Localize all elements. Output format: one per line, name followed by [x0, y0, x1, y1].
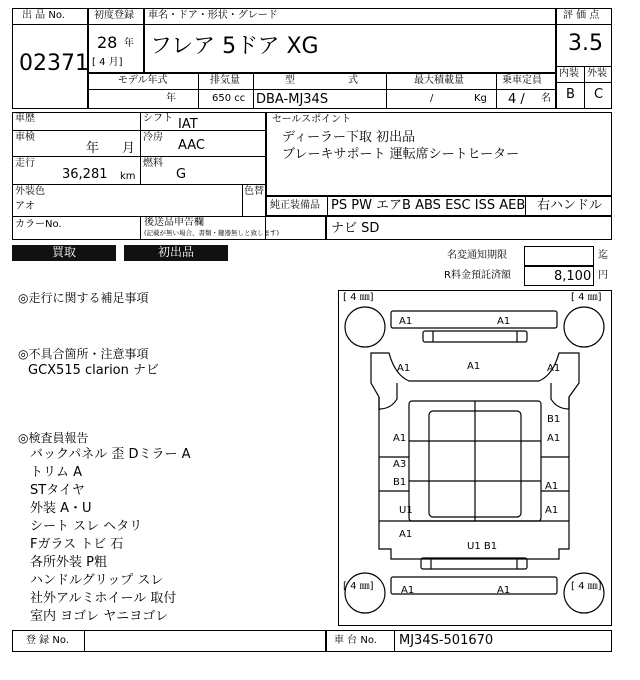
- declaration-note: (記載が無い場合、書類・鍵器無しと致します): [144, 229, 280, 237]
- tire-depth-label: [ 4 ㎜]: [571, 292, 602, 303]
- displacement: 650 cc: [212, 93, 246, 104]
- sales-point-1: ディーラー下取 初出品: [282, 130, 416, 145]
- chassis-number: MJ34S-501670: [399, 633, 494, 648]
- mileage-value: 36,281: [62, 167, 108, 182]
- wheel-icon: [564, 307, 604, 347]
- inspector-item: ハンドルグリップ スレ: [30, 573, 164, 588]
- recycle-amount: 8,100: [554, 269, 592, 284]
- chassis-number-label: 車 台 No.: [334, 635, 377, 646]
- history-label: 車歴: [15, 113, 35, 124]
- wheel-icon: [345, 307, 385, 347]
- displacement-label: 排気量: [210, 75, 240, 86]
- color-change-label: 色替: [244, 186, 264, 197]
- tire-depth-label: [ 4 ㎜]: [343, 292, 374, 303]
- damage-mark: A1: [393, 433, 407, 444]
- capacity: 4 /: [508, 92, 525, 107]
- inspector-title: ◎検査員報告: [18, 431, 89, 445]
- inspector-item: 室内 ヨゴレ ヤニヨゴレ: [30, 609, 169, 624]
- type-label: 型: [285, 75, 295, 86]
- exterior-color-label: 外装色: [15, 186, 45, 197]
- inspector-item: シート スレ ヘタリ: [30, 519, 143, 534]
- tire-depth-label: [ 4 ㎜]: [343, 581, 374, 592]
- capacity-unit: 名: [541, 93, 551, 104]
- defects-title: ◎不具合箇所・注意事項: [18, 347, 149, 361]
- lot-number-label: 出 品 No.: [22, 10, 65, 21]
- damage-mark: A1: [545, 481, 559, 492]
- defect-item: GCX515 clarion ナビ: [28, 363, 160, 378]
- type-label-2: 式: [348, 75, 358, 86]
- sales-point-2: ブレーキサポート 運転席シートヒーター: [282, 147, 520, 162]
- mileage-label: 走行: [15, 158, 35, 169]
- exterior-grade: C: [594, 87, 604, 102]
- name-change-unit: 迄: [598, 250, 608, 261]
- damage-mark: U1 B1: [467, 541, 498, 552]
- registration-number-label: 登 録 No.: [26, 635, 69, 646]
- model-year-unit: 年: [166, 93, 176, 104]
- car-diagram: [339, 291, 611, 625]
- inspection-year-unit: 年: [86, 141, 100, 156]
- inspector-item: 社外アルミホイール 取付: [30, 591, 177, 606]
- wheel-icon: [345, 573, 385, 613]
- damage-mark: U1: [399, 505, 413, 516]
- overall-score: 3.5: [568, 31, 603, 56]
- buy-badge: 買取: [12, 245, 116, 261]
- damage-mark: B1: [547, 414, 561, 425]
- sales-point-label: セールスポイント: [272, 114, 352, 125]
- fuel-label: 燃料: [143, 158, 163, 169]
- inspection-month-unit: 月: [122, 141, 136, 156]
- ac-label: 冷房: [143, 132, 163, 143]
- damage-mark: A1: [545, 505, 559, 516]
- handle-position: 右ハンドル: [537, 198, 603, 213]
- car-name: フレア 5ドア XG: [150, 34, 319, 59]
- mileage-unit: km: [120, 171, 136, 182]
- damage-mark: A1: [467, 361, 481, 372]
- damage-mark: B1: [393, 477, 407, 488]
- damage-mark: A1: [399, 529, 413, 540]
- color-number-label: カラーNo.: [15, 219, 62, 230]
- inspector-item: 外装 A・U: [30, 501, 92, 516]
- shift-value: IAT: [178, 117, 198, 132]
- inspector-item: Fガラス トビ 石: [30, 537, 124, 552]
- ac-value: AAC: [178, 138, 205, 153]
- score-label: 評 価 点: [563, 10, 600, 21]
- inspector-item: バックパネル 歪 Dミラー A: [30, 447, 191, 462]
- damage-mark: A1: [397, 363, 411, 374]
- damage-mark: A1: [497, 316, 511, 327]
- first-registration-year-unit: 年: [124, 38, 134, 49]
- inspector-item: トリム A: [30, 465, 83, 480]
- lot-number: 02371: [19, 51, 89, 76]
- fuel-value: G: [176, 167, 187, 182]
- exterior-color-value: アオ: [15, 201, 35, 212]
- capacity-label: 乗車定員: [502, 75, 542, 86]
- inspection-label: 車検: [15, 132, 35, 143]
- model-year-label: モデル年式: [118, 75, 168, 86]
- damage-mark: A1: [547, 363, 561, 374]
- damage-mark: A1: [399, 316, 413, 327]
- recycle-unit: 円: [598, 270, 608, 281]
- damage-mark: A3: [393, 459, 407, 470]
- name-change-box: [524, 246, 594, 266]
- max-load-unit: Kg: [474, 93, 487, 104]
- recycle-label: R料金預託済額: [444, 270, 511, 281]
- car-name-label: 車名・ドア・形状・グレード: [148, 10, 278, 21]
- first-registration-year: 28: [97, 33, 118, 52]
- damage-mark: A1: [401, 585, 415, 596]
- declaration-label: 後送品申告欄: [144, 217, 204, 228]
- equipment-value: PS PW エアB ABS ESC ISS AEB: [331, 198, 526, 213]
- declaration-value: ナビ SD: [331, 221, 380, 236]
- wheel-icon: [564, 573, 604, 613]
- interior-grade: B: [566, 87, 575, 102]
- car-diagram-frame: [338, 290, 612, 626]
- exterior-label: 外装: [587, 68, 607, 79]
- tire-depth-label: [ 4 ㎜]: [571, 581, 602, 592]
- max-load-label: 最大積載量: [414, 75, 464, 86]
- damage-mark: A1: [547, 433, 561, 444]
- inspector-item: 各所外装 P粗: [30, 555, 107, 570]
- name-change-label: 名変通知期限: [447, 250, 507, 261]
- inspector-item: STタイヤ: [30, 483, 85, 498]
- first-listing-badge: 初出品: [124, 245, 228, 261]
- interior-label: 内装: [559, 68, 579, 79]
- max-load-separator: /: [430, 93, 434, 104]
- first-registration-month: [ 4 月]: [92, 57, 123, 68]
- damage-mark: A1: [497, 585, 511, 596]
- shift-label: シフト: [143, 113, 173, 124]
- model-code: DBA-MJ34S: [256, 92, 329, 107]
- driving-notes-title: ◎走行に関する補足事項: [18, 291, 149, 305]
- first-registration-label: 初度登録: [94, 10, 134, 21]
- equipment-label: 純正装備品: [270, 200, 320, 211]
